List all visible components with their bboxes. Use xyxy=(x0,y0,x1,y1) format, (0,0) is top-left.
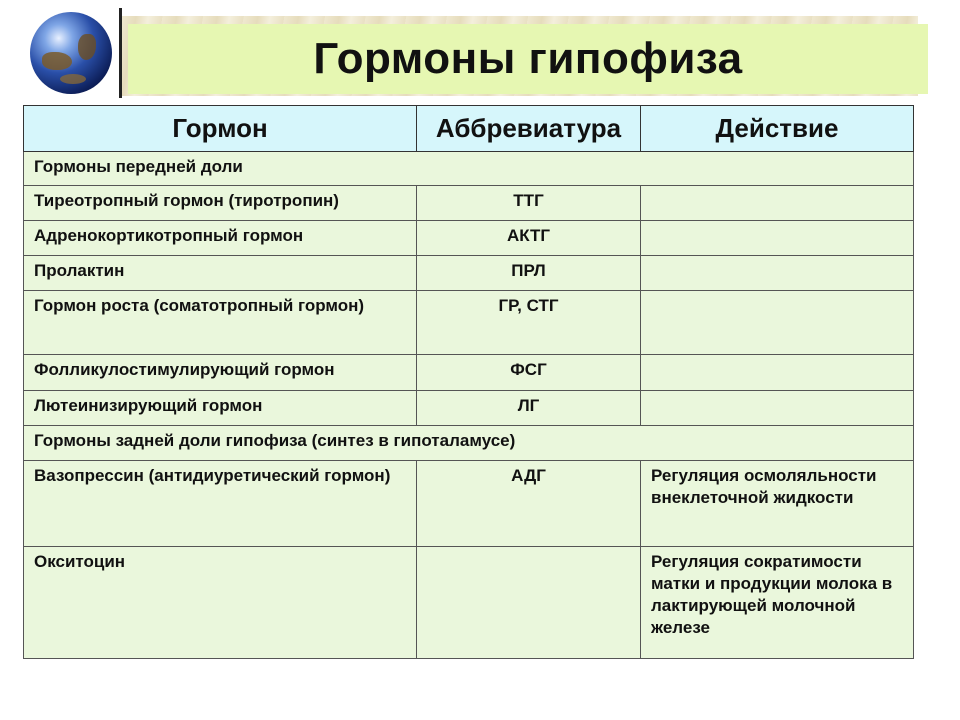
table-row xyxy=(24,547,914,659)
hormone-action: Регуляция сократимости матки и продукции молока в лактирующей молочной железе xyxy=(641,547,914,659)
hormone-abbr: ЛГ xyxy=(417,391,641,426)
hormone-action xyxy=(641,256,914,291)
hormone-action xyxy=(641,291,914,355)
hormone-name: Окситоцин xyxy=(24,547,417,659)
table-row xyxy=(24,221,914,256)
table-row xyxy=(24,391,914,426)
hormone-name: Лютеинизирующий гормон xyxy=(24,391,417,426)
table-row xyxy=(24,291,914,355)
hormone-name: Адренокортикотропный гормон xyxy=(24,221,417,256)
hormone-name: Вазопрессин (антидиуретический гормон) xyxy=(24,461,417,547)
hormone-action xyxy=(641,391,914,426)
hormone-abbr: АДГ xyxy=(417,461,641,547)
hormone-abbr: ФСГ xyxy=(417,355,641,391)
hormone-name: Фолликулостимулирующий гормон xyxy=(24,355,417,391)
hormone-action xyxy=(641,355,914,391)
hormone-abbr: ПРЛ xyxy=(417,256,641,291)
section-row xyxy=(24,152,914,186)
globe-icon xyxy=(30,12,112,94)
section-posterior: Гормоны задней доли гипофиза (синтез в гипоталамусе) xyxy=(24,426,914,461)
table-header-row xyxy=(24,106,914,152)
hormone-abbr: ГР, СТГ xyxy=(417,291,641,355)
hormone-action xyxy=(641,221,914,256)
hormone-name: Пролактин xyxy=(24,256,417,291)
section-row xyxy=(24,426,914,461)
header-abbreviation: Аббревиатура xyxy=(417,106,641,152)
hormones-table xyxy=(23,105,914,659)
header-hormone: Гормон xyxy=(24,106,417,152)
hormone-abbr: ТТГ xyxy=(417,186,641,221)
hormone-name: Тиреотропный гормон (тиротропин) xyxy=(24,186,417,221)
hormone-abbr: АКТГ xyxy=(417,221,641,256)
table-row xyxy=(24,256,914,291)
table-row xyxy=(24,461,914,547)
section-anterior: Гормоны передней доли xyxy=(24,152,914,186)
hormone-name: Гормон роста (соматотропный гормон) xyxy=(24,291,417,355)
table-row xyxy=(24,355,914,391)
hormone-action xyxy=(641,186,914,221)
table-row xyxy=(24,186,914,221)
hormone-abbr xyxy=(417,547,641,659)
header-action: Действие xyxy=(641,106,914,152)
page-title: Гормоны гипофиза xyxy=(313,34,743,83)
title-box xyxy=(128,24,928,94)
hormone-action: Регуляция осмоляльности внеклеточной жидкости xyxy=(641,461,914,547)
